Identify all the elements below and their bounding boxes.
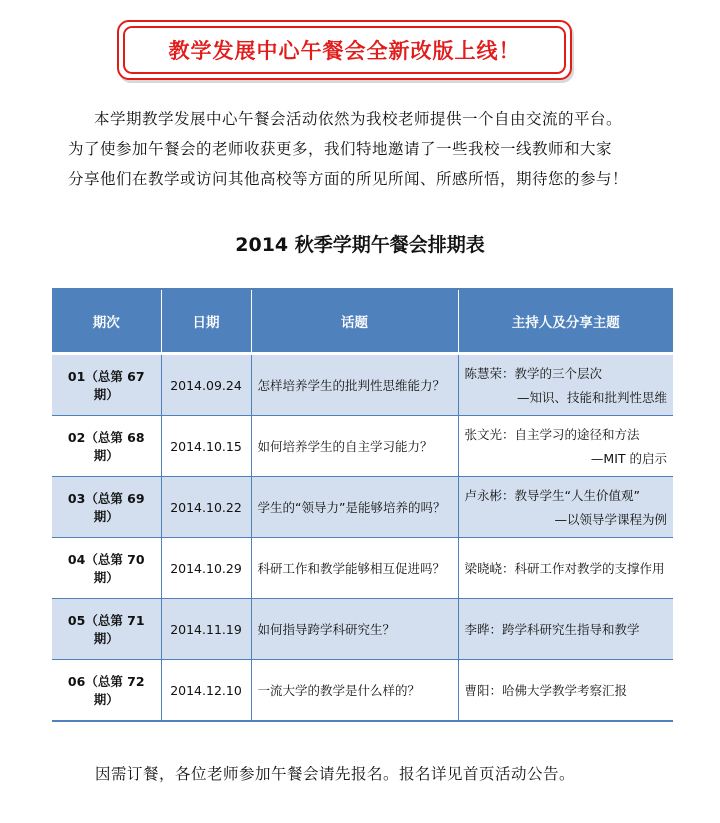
intro-paragraph — [68, 104, 688, 194]
cell-host: 李晔：跨学科研究生指导和教学 — [458, 599, 673, 660]
host-subtitle: —MIT 的启示 — [590, 451, 667, 466]
cell-topic: 科研工作和教学能够相互促进吗？ — [251, 538, 458, 599]
header-period: 期次 — [52, 289, 161, 354]
footer-note: 因需订餐，各位老师参加午餐会请先报名。报名详见首页活动公告。 — [95, 765, 576, 783]
table-row — [52, 354, 673, 416]
cell-host — [458, 416, 673, 477]
cell-period: 05（总第 71 期） — [52, 599, 161, 660]
cell-topic: 怎样培养学生的批判性思维能力？ — [251, 354, 458, 416]
cell-date: 2014.10.29 — [161, 538, 251, 599]
intro-line-3: 分享他们在教学或访问其他高校等方面的所见所闻、所感所悟，期待您的参与！ — [68, 170, 629, 188]
host-speaker: 卢永彬：教导学生“人生价值观” — [464, 488, 640, 503]
banner-title: 教学发展中心午餐会全新改版上线！ — [168, 39, 521, 63]
announcement-banner — [117, 20, 572, 80]
table-row — [52, 477, 673, 538]
cell-period: 06（总第 72 期） — [52, 660, 161, 722]
cell-date: 2014.10.15 — [161, 416, 251, 477]
cell-date: 2014.11.19 — [161, 599, 251, 660]
cell-host: 曹阳：哈佛大学教学考察汇报 — [458, 660, 673, 722]
header-host: 主持人及分享主题 — [458, 289, 673, 354]
host-speaker: 陈慧荣：教学的三个层次 — [464, 366, 603, 381]
banner-inner-frame — [123, 26, 566, 74]
cell-host — [458, 477, 673, 538]
table-row — [52, 599, 673, 660]
header-date: 日期 — [161, 289, 251, 354]
host-subtitle: —知识、技能和批判性思维 — [516, 390, 667, 405]
cell-topic: 学生的“领导力”是能够培养的吗？ — [251, 477, 458, 538]
cell-host — [458, 354, 673, 416]
cell-topic: 如何培养学生的自主学习能力？ — [251, 416, 458, 477]
cell-date: 2014.09.24 — [161, 354, 251, 416]
cell-date: 2014.10.22 — [161, 477, 251, 538]
schedule-table — [52, 288, 673, 722]
intro-line-2: 为了使参加午餐会的老师收获更多，我们特地邀请了一些我校一线教师和大家 — [68, 140, 613, 158]
cell-host: 梁晓峣：科研工作对教学的支撑作用 — [458, 538, 673, 599]
cell-period: 01（总第 67 期） — [52, 354, 161, 416]
header-topic: 话题 — [251, 289, 458, 354]
cell-period: 02（总第 68 期） — [52, 416, 161, 477]
cell-period: 03（总第 69 期） — [52, 477, 161, 538]
host-subtitle: —以领导学课程为例 — [554, 512, 667, 527]
table-header-row — [52, 289, 673, 354]
cell-topic: 如何指导跨学科研究生？ — [251, 599, 458, 660]
cell-date: 2014.12.10 — [161, 660, 251, 722]
cell-period: 04（总第 70 期） — [52, 538, 161, 599]
host-speaker: 张文光：自主学习的途径和方法 — [464, 427, 640, 442]
table-row — [52, 416, 673, 477]
cell-topic: 一流大学的教学是什么样的？ — [251, 660, 458, 722]
intro-line-1: 本学期教学发展中心午餐会活动依然为我校老师提供一个自由交流的平台。 — [94, 110, 623, 128]
table-row — [52, 660, 673, 722]
schedule-title: 2014 秋季学期午餐会排期表 — [235, 234, 485, 256]
table-row — [52, 538, 673, 599]
